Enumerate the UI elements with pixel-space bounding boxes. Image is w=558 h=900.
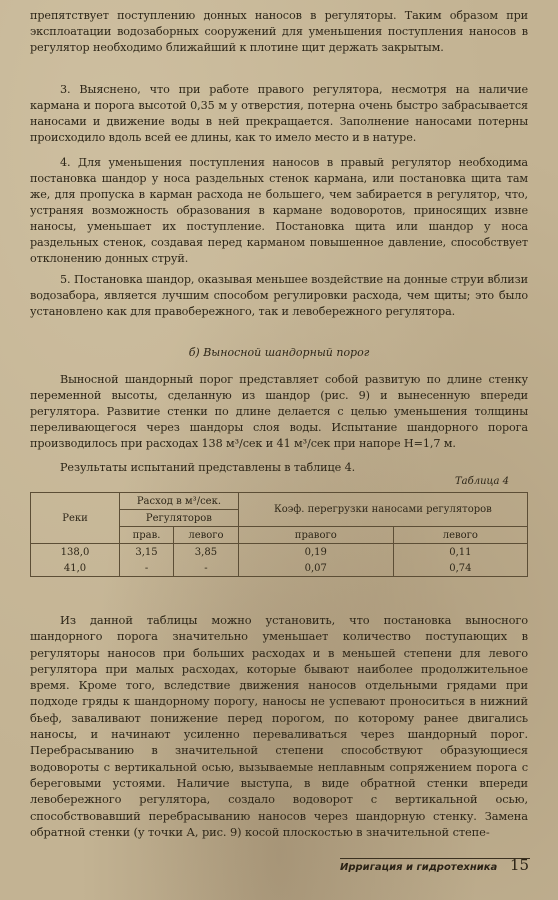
paragraph-6: Результаты испытаний представлены в таблице 4. bbox=[60, 461, 356, 474]
paragraph-7: Из данной таблицы можно установить, что постановка выносного шандорного порога значительно уменьшает количество поступающих в регуляторы наносов при больших расходах и в меньшей степени для левого регулятора при малых расходах, которые бывают наиболее продолжительное время. Кроме того, вследствие движения наносов отдельными грядами при подходе гряды к шандорному порогу, наносы не успевают проноситься в нижний бьеф, заваливают понижение перед порогом, по которому ранее двигались наносы, и начинают усиленно переваливаться через шандорный порог. Перебрасыванию в значительной степени способствуют образующиеся водовороты с вертикальной осью, вызываемые неплавным сопряжением порога с береговыми устоями. Наличие выступа, в виде обратной стенки впереди левобережного регулятора, создало водоворот с вертикальной осью, способствовавший перебрасыванию наносов через шандорную стенку. Замена обратной стенки (у точки А, рис. 9) косой плоскостью в значительной степе- bbox=[30, 613, 528, 839]
header-coef-right: правого bbox=[238, 527, 393, 544]
cell-left: 3,85 bbox=[174, 544, 239, 561]
cell-coef-right: 0,07 bbox=[238, 560, 393, 577]
page-number: 15 bbox=[510, 856, 530, 874]
cell-coef-left: 0,74 bbox=[393, 560, 527, 577]
table-header-row bbox=[31, 493, 528, 510]
cell-river: 41,0 bbox=[31, 560, 120, 577]
paragraph-4: 5. Постановка шандор, оказывая меньшее воздействие на донные струи вблизи водозабора, является лучшим способом регулировки расхода, чем щиты; это было установлено как для правобережного, так и левобережного регулятора. bbox=[30, 273, 528, 318]
header-coef-left: левого bbox=[393, 527, 527, 544]
cell-left: - bbox=[174, 560, 239, 577]
cell-right: 3,15 bbox=[120, 544, 174, 561]
header-regulators: Регуляторов bbox=[120, 510, 239, 527]
cell-coef-left: 0,11 bbox=[393, 544, 527, 561]
header-flow: Расход в м³/сек. bbox=[120, 493, 239, 510]
results-table bbox=[30, 492, 528, 577]
section-heading: б) Выносной шандорный порог bbox=[188, 346, 370, 359]
paragraph-5: Выносной шандорный порог представляет собой развитую по длине стенку переменной высоты, сделанную из шандор (рис. 9) и вынесенную впереди регулятора. Развитие стенки по длине делается с целью уменьшения толщины переливающегося через шандоры слоя воды. Испытание шандорного порога производилось при расходах 138 м³/сек и 41 м³/сек при напоре H=1,7 м. bbox=[30, 373, 528, 450]
header-left: левого bbox=[174, 527, 239, 544]
cell-river: 138,0 bbox=[31, 544, 120, 561]
header-river: Реки bbox=[31, 493, 120, 544]
table-row bbox=[31, 544, 528, 561]
journal-title: Ирригация и гидротехника bbox=[340, 862, 498, 873]
paragraph-1: препятствует поступлению донных наносов в регуляторы. Таким образом при эксплоатации водозаборных сооружений для уменьшения поступления наносов в регулятор необходимо ближайший к плотине щит держать закрытым. bbox=[30, 9, 528, 54]
paragraph-2: 3. Выяснено, что при работе правого регулятора, несмотря на наличие кармана и порога высотой 0,35 м у отверстия, потерна очень быстро забрасывается наносами и движение воды в ней прекращается. Заполнение наносами потерны происходило вдоль всей ее длины, как то имело место и в натуре. bbox=[30, 83, 528, 144]
header-right: прав. bbox=[120, 527, 174, 544]
header-coef: Коэф. перегрузки наносами регуляторов bbox=[238, 493, 527, 527]
footer-rule bbox=[340, 858, 530, 859]
cell-right: - bbox=[120, 560, 174, 577]
cell-coef-right: 0,19 bbox=[238, 544, 393, 561]
paragraph-3: 4. Для уменьшения поступления наносов в правый регулятор необходима постановка шандор у носа раздельных стенок кармана, или постановка щита там же, для пропуска в карман расхода не большего, чем забирается в регулятор, что, устраняя возможность образования в кармане водоворотов, приносящих извне наносы, уменьшает их поступление. Постановка щита или шандор у носа раздельных стенок, создавая перед карманом повышенное давление, способствует отклонению донных струй. bbox=[30, 156, 528, 265]
table-caption: Таблица 4 bbox=[455, 476, 510, 487]
table-row bbox=[31, 560, 528, 577]
